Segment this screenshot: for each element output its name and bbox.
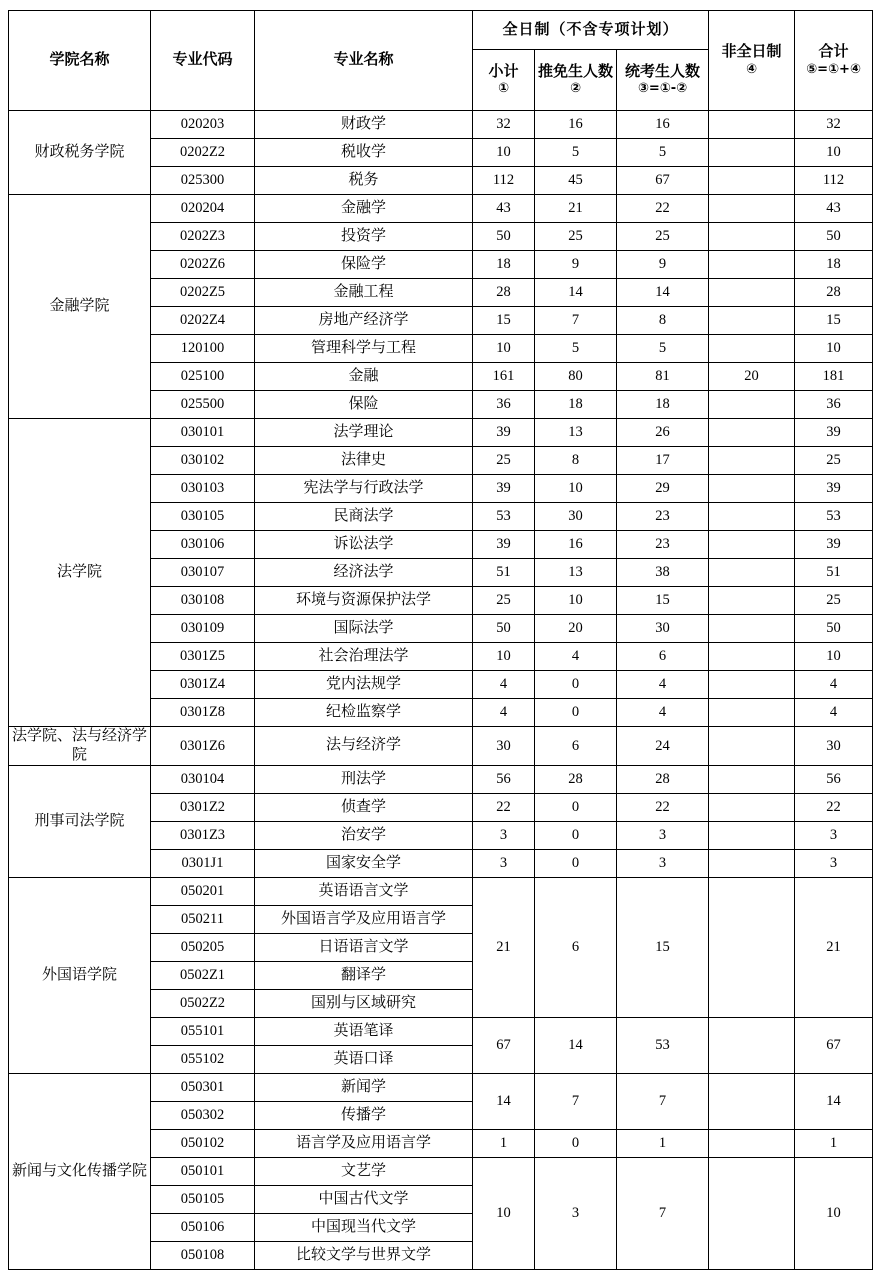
unified-cell: 8 xyxy=(617,307,709,335)
table-row xyxy=(9,419,873,447)
header-parttime xyxy=(709,11,795,111)
unified-cell: 5 xyxy=(617,139,709,167)
major-name-cell: 纪检监察学 xyxy=(255,699,473,727)
subtotal-cell: 22 xyxy=(473,793,535,821)
college-cell: 法学院、法与经济学院 xyxy=(9,727,151,766)
major-name-cell: 翻译学 xyxy=(255,961,473,989)
major-name-cell: 国际法学 xyxy=(255,615,473,643)
major-code-cell: 030108 xyxy=(151,587,255,615)
unified-cell: 15 xyxy=(617,877,709,1017)
header-unified-mark: ③=①-② xyxy=(637,81,688,97)
total-cell: 18 xyxy=(795,251,873,279)
exempt-cell: 13 xyxy=(535,559,617,587)
parttime-cell xyxy=(709,447,795,475)
major-name-cell: 管理科学与工程 xyxy=(255,335,473,363)
major-code-cell: 030102 xyxy=(151,447,255,475)
major-code-cell: 050102 xyxy=(151,1129,255,1157)
total-cell: 32 xyxy=(795,111,873,139)
exempt-cell: 10 xyxy=(535,475,617,503)
major-name-cell: 日语语言文学 xyxy=(255,933,473,961)
parttime-cell xyxy=(709,391,795,419)
unified-cell: 1 xyxy=(617,1129,709,1157)
subtotal-cell: 51 xyxy=(473,559,535,587)
subtotal-cell: 10 xyxy=(473,335,535,363)
subtotal-cell: 3 xyxy=(473,849,535,877)
major-name-cell: 法律史 xyxy=(255,447,473,475)
parttime-cell xyxy=(709,531,795,559)
unified-cell: 24 xyxy=(617,727,709,766)
major-code-cell: 050105 xyxy=(151,1185,255,1213)
total-cell: 67 xyxy=(795,1017,873,1073)
total-cell: 3 xyxy=(795,849,873,877)
major-code-cell: 0202Z6 xyxy=(151,251,255,279)
major-code-cell: 0202Z3 xyxy=(151,223,255,251)
header-subtotal-label: 小计 xyxy=(488,63,519,80)
major-code-cell: 030109 xyxy=(151,615,255,643)
subtotal-cell: 4 xyxy=(473,699,535,727)
unified-cell: 38 xyxy=(617,559,709,587)
major-name-cell: 比较文学与世界文学 xyxy=(255,1241,473,1269)
subtotal-cell: 10 xyxy=(473,1157,535,1269)
unified-cell: 4 xyxy=(617,699,709,727)
major-name-cell: 社会治理法学 xyxy=(255,643,473,671)
unified-cell: 28 xyxy=(617,765,709,793)
parttime-cell xyxy=(709,559,795,587)
parttime-cell xyxy=(709,765,795,793)
major-code-cell: 030106 xyxy=(151,531,255,559)
major-code-cell: 0301Z6 xyxy=(151,727,255,766)
exempt-cell: 10 xyxy=(535,587,617,615)
parttime-cell xyxy=(709,419,795,447)
parttime-cell xyxy=(709,167,795,195)
parttime-cell xyxy=(709,1017,795,1073)
enrollment-table xyxy=(8,10,873,1270)
unified-cell: 3 xyxy=(617,849,709,877)
major-name-cell: 中国古代文学 xyxy=(255,1185,473,1213)
major-name-cell: 诉讼法学 xyxy=(255,531,473,559)
exempt-cell: 7 xyxy=(535,1073,617,1129)
header-total-label: 合计 xyxy=(818,44,849,60)
major-name-cell: 保险学 xyxy=(255,251,473,279)
major-name-cell: 传播学 xyxy=(255,1101,473,1129)
table-row xyxy=(9,1073,873,1101)
total-cell: 25 xyxy=(795,587,873,615)
major-code-cell: 050205 xyxy=(151,933,255,961)
header-exempt-mark: ② xyxy=(569,81,581,97)
major-name-cell: 金融学 xyxy=(255,195,473,223)
header-parttime-mark: ④ xyxy=(746,61,758,77)
major-name-cell: 金融工程 xyxy=(255,279,473,307)
subtotal-cell: 25 xyxy=(473,587,535,615)
total-cell: 28 xyxy=(795,279,873,307)
major-code-cell: 055102 xyxy=(151,1045,255,1073)
total-cell: 15 xyxy=(795,307,873,335)
unified-cell: 23 xyxy=(617,503,709,531)
major-name-cell: 党内法规学 xyxy=(255,671,473,699)
header-subtotal-mark: ① xyxy=(497,81,509,97)
major-code-cell: 050201 xyxy=(151,877,255,905)
unified-cell: 14 xyxy=(617,279,709,307)
subtotal-cell: 10 xyxy=(473,643,535,671)
exempt-cell: 0 xyxy=(535,699,617,727)
major-code-cell: 050101 xyxy=(151,1157,255,1185)
major-name-cell: 税收学 xyxy=(255,139,473,167)
total-cell: 51 xyxy=(795,559,873,587)
header-total xyxy=(795,11,873,111)
parttime-cell xyxy=(709,139,795,167)
unified-cell: 18 xyxy=(617,391,709,419)
major-code-cell: 0301Z4 xyxy=(151,671,255,699)
parttime-cell xyxy=(709,503,795,531)
parttime-cell xyxy=(709,223,795,251)
parttime-cell xyxy=(709,671,795,699)
parttime-cell: 20 xyxy=(709,363,795,391)
major-name-cell: 英语语言文学 xyxy=(255,877,473,905)
total-cell: 50 xyxy=(795,223,873,251)
exempt-cell: 3 xyxy=(535,1157,617,1269)
college-cell: 外国语学院 xyxy=(9,877,151,1073)
major-name-cell: 侦查学 xyxy=(255,793,473,821)
exempt-cell: 13 xyxy=(535,419,617,447)
parttime-cell xyxy=(709,335,795,363)
major-code-cell: 030103 xyxy=(151,475,255,503)
subtotal-cell: 112 xyxy=(473,167,535,195)
major-code-cell: 0502Z1 xyxy=(151,961,255,989)
major-code-cell: 0301Z2 xyxy=(151,793,255,821)
subtotal-cell: 43 xyxy=(473,195,535,223)
unified-cell: 7 xyxy=(617,1157,709,1269)
subtotal-cell: 28 xyxy=(473,279,535,307)
parttime-cell xyxy=(709,849,795,877)
subtotal-cell: 39 xyxy=(473,475,535,503)
unified-cell: 23 xyxy=(617,531,709,559)
major-name-cell: 刑法学 xyxy=(255,765,473,793)
major-code-cell: 0301Z8 xyxy=(151,699,255,727)
total-cell: 36 xyxy=(795,391,873,419)
header-major-name: 专业名称 xyxy=(255,11,473,111)
parttime-cell xyxy=(709,307,795,335)
college-cell: 财政税务学院 xyxy=(9,111,151,195)
subtotal-cell: 18 xyxy=(473,251,535,279)
major-name-cell: 房地产经济学 xyxy=(255,307,473,335)
major-code-cell: 030104 xyxy=(151,765,255,793)
subtotal-cell: 4 xyxy=(473,671,535,699)
major-name-cell: 新闻学 xyxy=(255,1073,473,1101)
subtotal-cell: 39 xyxy=(473,419,535,447)
exempt-cell: 28 xyxy=(535,765,617,793)
major-name-cell: 金融 xyxy=(255,363,473,391)
major-name-cell: 英语口译 xyxy=(255,1045,473,1073)
exempt-cell: 0 xyxy=(535,671,617,699)
total-cell: 21 xyxy=(795,877,873,1017)
major-code-cell: 030101 xyxy=(151,419,255,447)
unified-cell: 67 xyxy=(617,167,709,195)
exempt-cell: 6 xyxy=(535,877,617,1017)
header-exempt-label: 推免生人数 xyxy=(537,63,613,80)
parttime-cell xyxy=(709,643,795,671)
subtotal-cell: 39 xyxy=(473,531,535,559)
major-code-cell: 020203 xyxy=(151,111,255,139)
parttime-cell xyxy=(709,727,795,766)
parttime-cell xyxy=(709,587,795,615)
unified-cell: 81 xyxy=(617,363,709,391)
table-row xyxy=(9,195,873,223)
major-code-cell: 0301Z3 xyxy=(151,821,255,849)
total-cell: 4 xyxy=(795,699,873,727)
total-cell: 39 xyxy=(795,475,873,503)
total-cell: 112 xyxy=(795,167,873,195)
exempt-cell: 5 xyxy=(535,139,617,167)
major-code-cell: 025100 xyxy=(151,363,255,391)
major-name-cell: 法与经济学 xyxy=(255,727,473,766)
major-code-cell: 0301J1 xyxy=(151,849,255,877)
exempt-cell: 21 xyxy=(535,195,617,223)
subtotal-cell: 53 xyxy=(473,503,535,531)
unified-cell: 9 xyxy=(617,251,709,279)
total-cell: 10 xyxy=(795,643,873,671)
parttime-cell xyxy=(709,279,795,307)
subtotal-cell: 3 xyxy=(473,821,535,849)
exempt-cell: 8 xyxy=(535,447,617,475)
table-row xyxy=(9,765,873,793)
major-name-cell: 外国语言学及应用语言学 xyxy=(255,905,473,933)
major-code-cell: 0202Z5 xyxy=(151,279,255,307)
unified-cell: 22 xyxy=(617,793,709,821)
unified-cell: 16 xyxy=(617,111,709,139)
header-total-mark: ⑤=①+④ xyxy=(806,61,861,77)
total-cell: 30 xyxy=(795,727,873,766)
major-name-cell: 治安学 xyxy=(255,821,473,849)
subtotal-cell: 50 xyxy=(473,223,535,251)
table-row xyxy=(9,877,873,905)
header-major-code: 专业代码 xyxy=(151,11,255,111)
major-name-cell: 保险 xyxy=(255,391,473,419)
exempt-cell: 14 xyxy=(535,279,617,307)
parttime-cell xyxy=(709,1073,795,1129)
table-row xyxy=(9,111,873,139)
subtotal-cell: 32 xyxy=(473,111,535,139)
total-cell: 10 xyxy=(795,139,873,167)
parttime-cell xyxy=(709,615,795,643)
college-cell: 金融学院 xyxy=(9,195,151,419)
total-cell: 10 xyxy=(795,1157,873,1269)
major-code-cell: 050301 xyxy=(151,1073,255,1101)
exempt-cell: 0 xyxy=(535,849,617,877)
major-code-cell: 050106 xyxy=(151,1213,255,1241)
exempt-cell: 6 xyxy=(535,727,617,766)
major-code-cell: 0301Z5 xyxy=(151,643,255,671)
major-code-cell: 0202Z4 xyxy=(151,307,255,335)
college-cell: 新闻与文化传播学院 xyxy=(9,1073,151,1269)
exempt-cell: 30 xyxy=(535,503,617,531)
total-cell: 43 xyxy=(795,195,873,223)
parttime-cell xyxy=(709,877,795,1017)
major-code-cell: 050211 xyxy=(151,905,255,933)
parttime-cell xyxy=(709,1129,795,1157)
subtotal-cell: 14 xyxy=(473,1073,535,1129)
exempt-cell: 16 xyxy=(535,531,617,559)
major-name-cell: 环境与资源保护法学 xyxy=(255,587,473,615)
unified-cell: 53 xyxy=(617,1017,709,1073)
parttime-cell xyxy=(709,821,795,849)
college-cell: 法学院 xyxy=(9,419,151,727)
major-code-cell: 055101 xyxy=(151,1017,255,1045)
total-cell: 53 xyxy=(795,503,873,531)
header-college: 学院名称 xyxy=(9,11,151,111)
subtotal-cell: 36 xyxy=(473,391,535,419)
subtotal-cell: 25 xyxy=(473,447,535,475)
exempt-cell: 5 xyxy=(535,335,617,363)
parttime-cell xyxy=(709,195,795,223)
exempt-cell: 0 xyxy=(535,821,617,849)
subtotal-cell: 67 xyxy=(473,1017,535,1073)
total-cell: 14 xyxy=(795,1073,873,1129)
table-header xyxy=(9,11,873,111)
major-code-cell: 025500 xyxy=(151,391,255,419)
exempt-cell: 20 xyxy=(535,615,617,643)
unified-cell: 3 xyxy=(617,821,709,849)
major-code-cell: 030107 xyxy=(151,559,255,587)
exempt-cell: 9 xyxy=(535,251,617,279)
total-cell: 22 xyxy=(795,793,873,821)
major-name-cell: 经济法学 xyxy=(255,559,473,587)
header-fulltime-group: 全日制（不含专项计划） xyxy=(473,11,709,50)
exempt-cell: 4 xyxy=(535,643,617,671)
exempt-cell: 0 xyxy=(535,793,617,821)
major-name-cell: 投资学 xyxy=(255,223,473,251)
total-cell: 10 xyxy=(795,335,873,363)
parttime-cell xyxy=(709,1157,795,1269)
subtotal-cell: 56 xyxy=(473,765,535,793)
table-body xyxy=(9,111,873,1270)
subtotal-cell: 21 xyxy=(473,877,535,1017)
exempt-cell: 80 xyxy=(535,363,617,391)
exempt-cell: 0 xyxy=(535,1129,617,1157)
parttime-cell xyxy=(709,111,795,139)
unified-cell: 26 xyxy=(617,419,709,447)
major-code-cell: 050108 xyxy=(151,1241,255,1269)
subtotal-cell: 161 xyxy=(473,363,535,391)
parttime-cell xyxy=(709,793,795,821)
total-cell: 1 xyxy=(795,1129,873,1157)
major-code-cell: 020204 xyxy=(151,195,255,223)
subtotal-cell: 1 xyxy=(473,1129,535,1157)
major-code-cell: 025300 xyxy=(151,167,255,195)
major-name-cell: 文艺学 xyxy=(255,1157,473,1185)
major-name-cell: 宪法学与行政法学 xyxy=(255,475,473,503)
exempt-cell: 16 xyxy=(535,111,617,139)
unified-cell: 17 xyxy=(617,447,709,475)
exempt-cell: 7 xyxy=(535,307,617,335)
subtotal-cell: 15 xyxy=(473,307,535,335)
unified-cell: 22 xyxy=(617,195,709,223)
major-code-cell: 030105 xyxy=(151,503,255,531)
total-cell: 181 xyxy=(795,363,873,391)
header-unified xyxy=(617,50,709,111)
unified-cell: 6 xyxy=(617,643,709,671)
unified-cell: 4 xyxy=(617,671,709,699)
header-row-1 xyxy=(9,11,873,50)
header-unified-label: 统考生人数 xyxy=(625,63,701,80)
unified-cell: 7 xyxy=(617,1073,709,1129)
major-code-cell: 0202Z2 xyxy=(151,139,255,167)
exempt-cell: 18 xyxy=(535,391,617,419)
total-cell: 50 xyxy=(795,615,873,643)
header-exempt xyxy=(535,50,617,111)
exempt-cell: 45 xyxy=(535,167,617,195)
major-code-cell: 120100 xyxy=(151,335,255,363)
subtotal-cell: 10 xyxy=(473,139,535,167)
exempt-cell: 14 xyxy=(535,1017,617,1073)
major-name-cell: 英语笔译 xyxy=(255,1017,473,1045)
parttime-cell xyxy=(709,251,795,279)
unified-cell: 30 xyxy=(617,615,709,643)
unified-cell: 25 xyxy=(617,223,709,251)
major-name-cell: 法学理论 xyxy=(255,419,473,447)
unified-cell: 29 xyxy=(617,475,709,503)
major-name-cell: 国家安全学 xyxy=(255,849,473,877)
major-name-cell: 税务 xyxy=(255,167,473,195)
major-code-cell: 0502Z2 xyxy=(151,989,255,1017)
table-row xyxy=(9,727,873,766)
major-name-cell: 财政学 xyxy=(255,111,473,139)
total-cell: 39 xyxy=(795,531,873,559)
total-cell: 25 xyxy=(795,447,873,475)
header-parttime-label: 非全日制 xyxy=(721,44,782,60)
unified-cell: 15 xyxy=(617,587,709,615)
total-cell: 56 xyxy=(795,765,873,793)
subtotal-cell: 50 xyxy=(473,615,535,643)
total-cell: 3 xyxy=(795,821,873,849)
unified-cell: 5 xyxy=(617,335,709,363)
major-name-cell: 国别与区域研究 xyxy=(255,989,473,1017)
subtotal-cell: 30 xyxy=(473,727,535,766)
college-cell: 刑事司法学院 xyxy=(9,765,151,877)
parttime-cell xyxy=(709,699,795,727)
major-code-cell: 050302 xyxy=(151,1101,255,1129)
header-subtotal xyxy=(473,50,535,111)
parttime-cell xyxy=(709,475,795,503)
major-name-cell: 民商法学 xyxy=(255,503,473,531)
total-cell: 4 xyxy=(795,671,873,699)
total-cell: 39 xyxy=(795,419,873,447)
exempt-cell: 25 xyxy=(535,223,617,251)
major-name-cell: 语言学及应用语言学 xyxy=(255,1129,473,1157)
major-name-cell: 中国现当代文学 xyxy=(255,1213,473,1241)
